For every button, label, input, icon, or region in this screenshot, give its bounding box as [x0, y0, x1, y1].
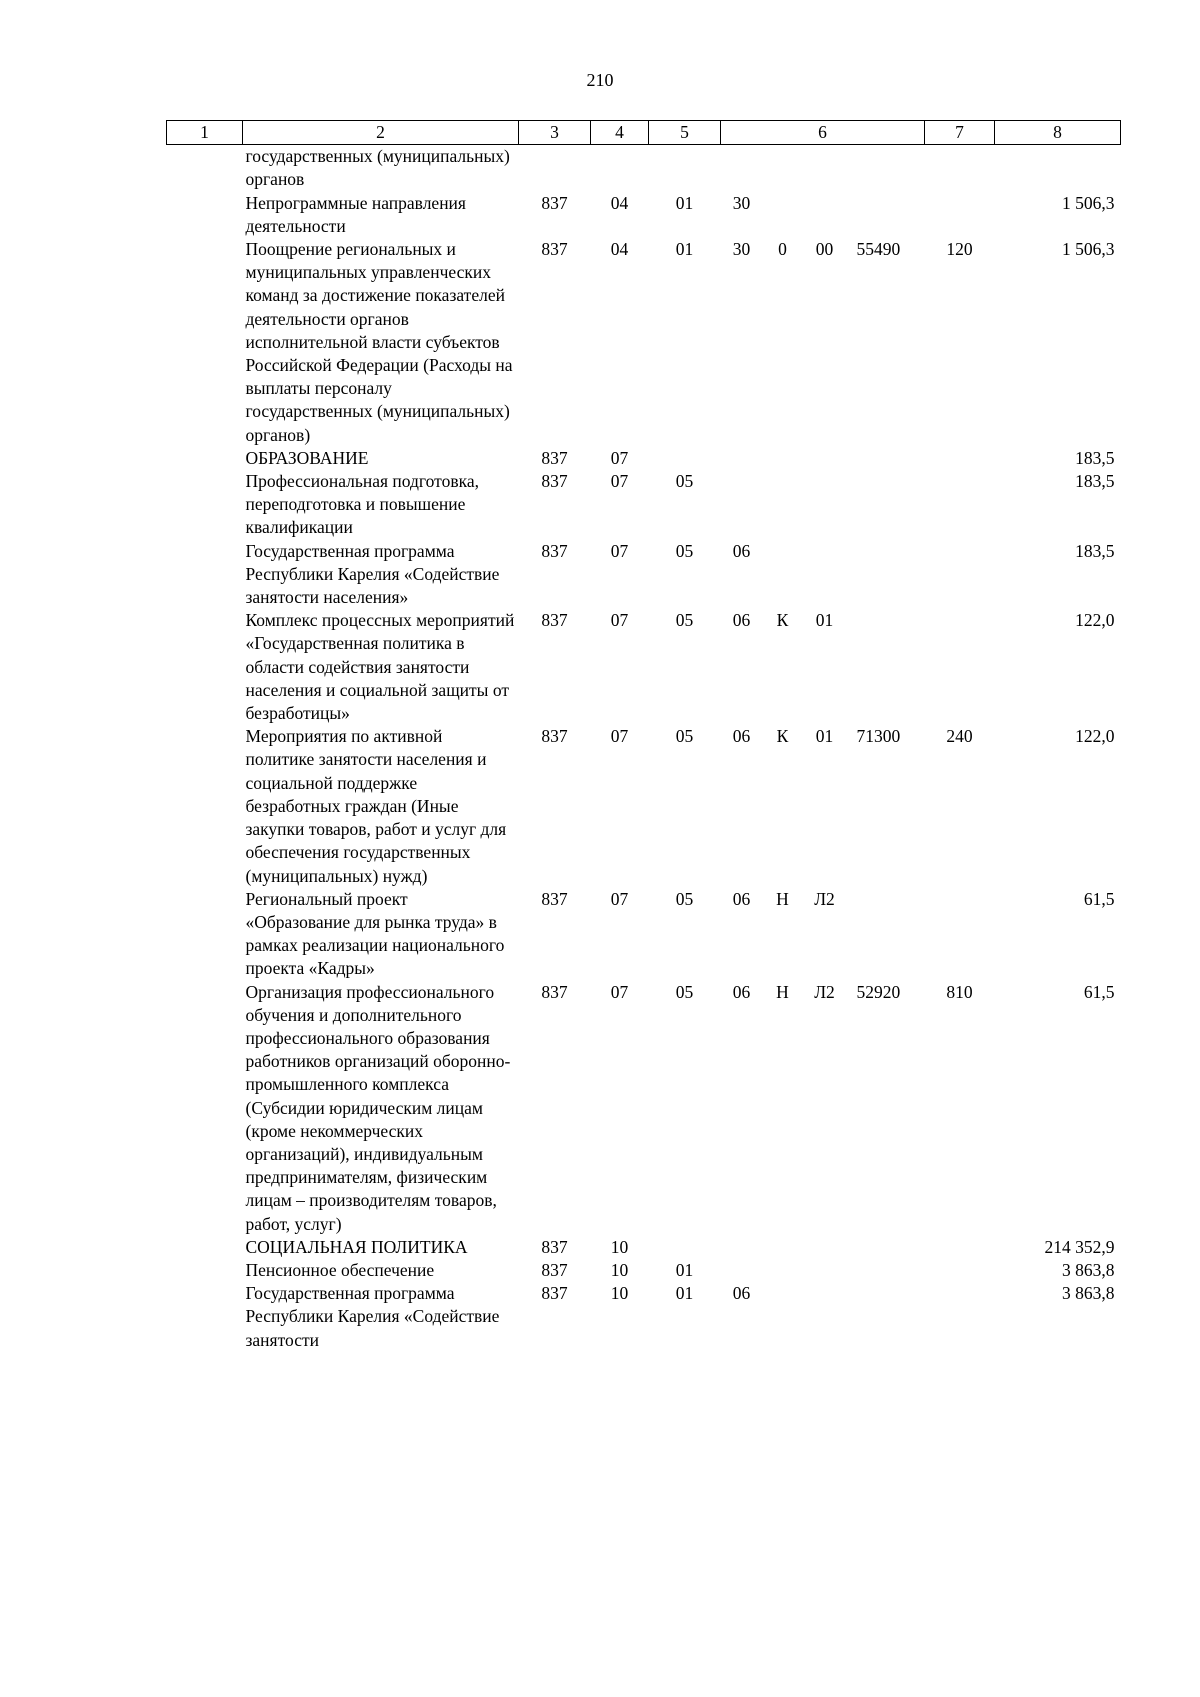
cell-blank	[167, 981, 243, 1236]
cell-event: Л2	[814, 981, 835, 1002]
cell-name: Мероприятия по активной политике занятости населения и социальной поддержке безработных граждан (Иные закупки товаров, работ и услуг для обеспечения государственных (муниципальных) нужд)	[245, 726, 507, 886]
cell-amount: 183,5	[1075, 540, 1115, 561]
cell-subsection: 01	[675, 1283, 694, 1304]
cell-amount: 1 506,3	[1062, 192, 1115, 213]
header-col-1: 1	[167, 121, 243, 145]
header-col-3: 3	[519, 121, 591, 145]
cell-event	[803, 540, 847, 610]
cell-section: 10	[610, 1236, 629, 1257]
cell-subprogram	[763, 1236, 803, 1259]
cell-blank	[167, 470, 243, 540]
cell-amount: 61,5	[1083, 888, 1115, 909]
cell-section: 04	[610, 192, 629, 213]
cell-program	[721, 1259, 763, 1282]
cell-amount: 3 863,8	[1062, 1283, 1115, 1304]
cell-admin-code: 837	[541, 540, 568, 561]
cell-expense-type	[925, 1282, 995, 1352]
cell-section: 10	[610, 1259, 629, 1280]
cell-blank	[167, 1282, 243, 1352]
cell-amount: 183,5	[1075, 471, 1115, 492]
table-row	[167, 145, 1121, 192]
cell-event	[803, 192, 847, 238]
cell-direction	[847, 1259, 925, 1282]
header-col-5: 5	[649, 121, 721, 145]
cell-admin-code: 837	[541, 192, 568, 213]
cell-direction	[847, 1236, 925, 1259]
cell-direction: 71300	[856, 726, 901, 747]
cell-subsection: 01	[675, 1259, 694, 1280]
cell-direction: 55490	[856, 239, 901, 260]
cell-expense-type	[925, 609, 995, 725]
table-row	[167, 725, 1121, 887]
cell-direction	[847, 447, 925, 470]
cell-admin-code: 837	[541, 1283, 568, 1304]
cell-expense-type: 120	[946, 239, 973, 260]
cell-direction	[847, 540, 925, 610]
cell-event	[803, 1259, 847, 1282]
cell-subsection: 01	[675, 192, 694, 213]
cell-expense-type: 810	[946, 981, 973, 1002]
cell-program: 06	[732, 888, 751, 909]
cell-subprogram	[763, 192, 803, 238]
cell-amount: 122,0	[1075, 610, 1115, 631]
cell-subprogram	[763, 1282, 803, 1352]
cell-name: государственных (муниципальных) органов	[245, 146, 510, 190]
cell-subprogram: К	[776, 610, 789, 631]
header-col-7: 7	[925, 121, 995, 145]
cell-expense-type	[925, 447, 995, 470]
cell-admin-code: 837	[541, 447, 568, 468]
cell-subsection: 01	[675, 239, 694, 260]
cell-direction	[847, 470, 925, 540]
cell-name: Непрограммные направления деятельности	[245, 192, 466, 236]
cell-subsection: 05	[675, 610, 694, 631]
cell-blank	[167, 1236, 243, 1259]
cell-expense-type	[925, 540, 995, 610]
cell-subprogram	[763, 540, 803, 610]
cell-section: 07	[610, 981, 629, 1002]
cell-amount: 214 352,9	[1044, 1236, 1115, 1257]
cell-name: ОБРАЗОВАНИЕ	[245, 447, 369, 468]
header-col-6: 6	[721, 121, 925, 145]
cell-direction	[847, 609, 925, 725]
cell-expense-type	[925, 1259, 995, 1282]
cell-name: Региональный проект «Образование для рынка труда» в рамках реализации национального проекта «Кадры»	[245, 888, 505, 979]
table-row	[167, 888, 1121, 981]
table-body	[167, 145, 1121, 1352]
table-row	[167, 1236, 1121, 1259]
cell-event: 01	[815, 610, 834, 631]
cell-subprogram: К	[776, 726, 789, 747]
cell-name: Организация профессионального обучения и дополнительного профессионального образования работников организаций оборонно-промышленного комплекса (Субсидии юридическим лицам (кроме некоммерческих организаций), индивидуальным предпринимателям, физическим лицам – производителям товаров, работ, услуг)	[245, 981, 511, 1234]
header-col-2: 2	[243, 121, 519, 145]
cell-section: 07	[610, 888, 629, 909]
cell-amount: 1 506,3	[1062, 239, 1115, 260]
cell-blank	[167, 145, 243, 192]
cell-program: 06	[732, 540, 751, 561]
table-row	[167, 609, 1121, 725]
cell-name: Профессиональная подготовка, переподготовка и повышение квалификации	[245, 471, 479, 538]
cell-event	[803, 470, 847, 540]
cell-blank	[167, 1259, 243, 1282]
cell-subsection	[649, 145, 721, 192]
cell-blank	[167, 238, 243, 447]
cell-subprogram	[763, 470, 803, 540]
cell-expense-type	[925, 888, 995, 981]
cell-event: 00	[815, 239, 834, 260]
cell-subprogram	[763, 447, 803, 470]
cell-expense-type	[925, 192, 995, 238]
cell-subsection: 05	[675, 471, 694, 492]
cell-event	[803, 145, 847, 192]
cell-blank	[167, 447, 243, 470]
cell-subsection	[649, 447, 721, 470]
header-col-8: 8	[995, 121, 1121, 145]
table-row	[167, 981, 1121, 1236]
cell-subsection: 05	[675, 981, 694, 1002]
cell-section: 07	[610, 540, 629, 561]
table-row	[167, 238, 1121, 447]
table-row	[167, 192, 1121, 238]
cell-expense-type	[925, 1236, 995, 1259]
cell-name: СОЦИАЛЬНАЯ ПОЛИТИКА	[245, 1236, 468, 1257]
cell-section: 07	[610, 447, 629, 468]
table-row	[167, 1282, 1121, 1352]
cell-direction	[847, 192, 925, 238]
cell-name: Государственная программа Республики Карелия «Содействие занятости	[245, 1283, 500, 1350]
cell-amount: 183,5	[1075, 447, 1115, 468]
cell-expense-type	[925, 470, 995, 540]
cell-subprogram: Н	[776, 981, 789, 1002]
cell-section: 10	[610, 1283, 629, 1304]
table-row	[167, 447, 1121, 470]
table-row	[167, 1259, 1121, 1282]
cell-program	[721, 470, 763, 540]
cell-blank	[167, 888, 243, 981]
cell-expense-type: 240	[946, 726, 973, 747]
cell-program	[721, 145, 763, 192]
cell-name: Государственная программа Республики Карелия «Содействие занятости населения»	[245, 540, 500, 608]
cell-amount	[995, 145, 1121, 192]
cell-blank	[167, 540, 243, 610]
cell-name: Поощрение региональных и муниципальных управленческих команд за достижение показателей деятельности органов исполнительной власти субъектов Российской Федерации (Расходы на выплаты персоналу государственных (муниципальных) органов)	[245, 239, 513, 445]
cell-admin-code: 837	[541, 888, 568, 909]
cell-admin-code: 837	[541, 239, 568, 260]
cell-admin-code: 837	[541, 726, 568, 747]
cell-name: Пенсионное обеспечение	[245, 1259, 435, 1280]
cell-program: 06	[732, 981, 751, 1002]
cell-section: 04	[610, 239, 629, 260]
cell-expense-type	[925, 145, 995, 192]
cell-program: 06	[732, 1283, 751, 1304]
cell-admin-code: 837	[541, 1259, 568, 1280]
cell-program	[721, 1236, 763, 1259]
cell-program: 06	[732, 610, 751, 631]
page-number: 210	[586, 70, 614, 90]
cell-section: 07	[610, 471, 629, 492]
cell-amount: 3 863,8	[1062, 1259, 1115, 1280]
cell-event	[803, 1236, 847, 1259]
cell-subsection: 05	[675, 726, 694, 747]
cell-direction: 52920	[856, 981, 901, 1002]
cell-section: 07	[610, 726, 629, 747]
cell-admin-code: 837	[541, 981, 568, 1002]
header-col-4: 4	[591, 121, 649, 145]
cell-event: 01	[815, 726, 834, 747]
cell-subsection: 05	[675, 888, 694, 909]
cell-event	[803, 1282, 847, 1352]
cell-admin-code: 837	[541, 1236, 568, 1257]
cell-subprogram: 0	[778, 239, 787, 260]
cell-program: 30	[732, 192, 751, 213]
cell-subprogram	[763, 145, 803, 192]
cell-amount: 61,5	[1083, 981, 1115, 1002]
cell-subsection	[649, 1236, 721, 1259]
cell-section: 07	[610, 610, 629, 631]
cell-direction	[847, 1282, 925, 1352]
cell-program	[721, 447, 763, 470]
cell-direction	[847, 145, 925, 192]
cell-subprogram: Н	[776, 888, 789, 909]
cell-amount: 122,0	[1075, 726, 1115, 747]
cell-admin-code: 837	[541, 610, 568, 631]
cell-name: Комплекс процессных мероприятий «Государственная политика в области содействия занятости населения и социальной защиты от безработицы»	[245, 610, 515, 724]
cell-direction	[847, 888, 925, 981]
cell-event	[803, 447, 847, 470]
cell-admin-code: 837	[541, 471, 568, 492]
cell-subsection: 05	[675, 540, 694, 561]
cell-event: Л2	[814, 888, 835, 909]
table-row	[167, 470, 1121, 540]
cell-section	[591, 145, 649, 192]
budget-table	[166, 120, 1121, 1352]
cell-blank	[167, 725, 243, 887]
cell-program: 06	[732, 726, 751, 747]
table-header-row	[167, 121, 1121, 145]
table-row	[167, 540, 1121, 610]
cell-subprogram	[763, 1259, 803, 1282]
cell-admin-code	[519, 145, 591, 192]
cell-blank	[167, 192, 243, 238]
cell-program: 30	[732, 239, 751, 260]
cell-blank	[167, 609, 243, 725]
